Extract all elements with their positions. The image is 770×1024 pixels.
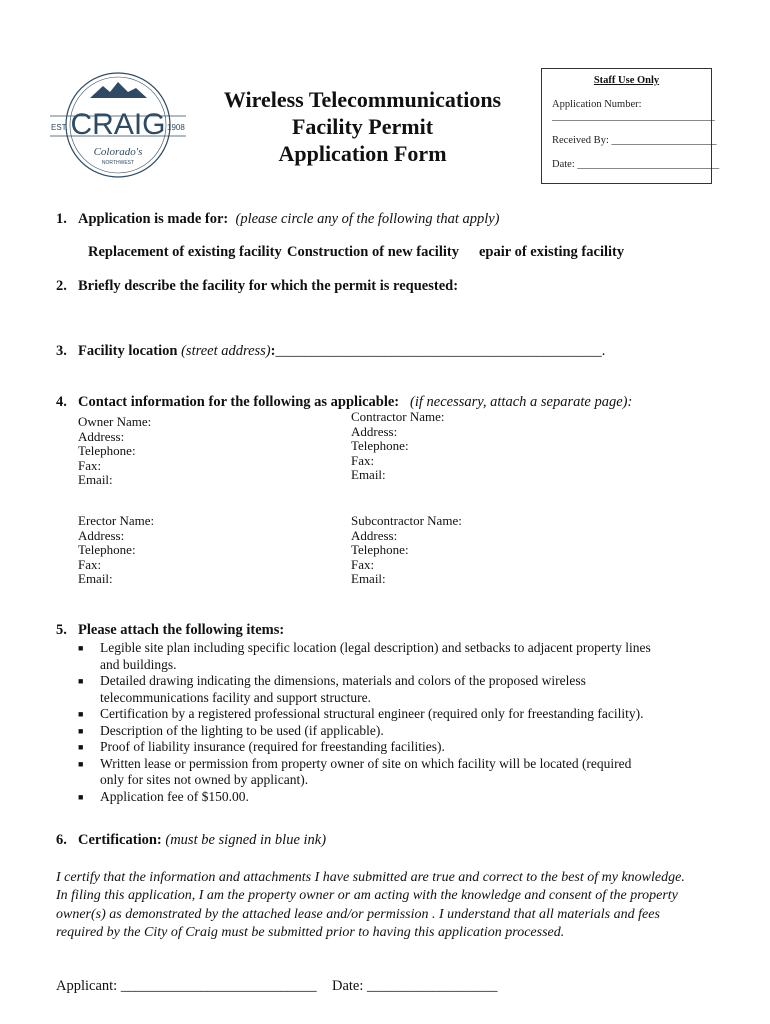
list-item-text: and buildings. — [100, 656, 177, 672]
page-title — [200, 86, 525, 167]
facility-location-field[interactable]: _____________________________________________. — [275, 343, 606, 359]
bullet-icon: ■ — [78, 742, 84, 752]
subcontractor-telephone-field[interactable]: Telephone: — [351, 542, 409, 558]
certification-statement — [56, 869, 696, 942]
owner-email-field[interactable]: Email: — [78, 472, 113, 488]
title-line-3: Application Form — [278, 141, 447, 166]
contractor-name-field[interactable]: Contractor Name: — [351, 409, 445, 424]
q2-label: Briefly describe the facility for which the permit is requested: — [78, 278, 459, 294]
list-item — [78, 756, 678, 789]
logo-name: CRAIG — [70, 108, 166, 141]
logo-year: 1908 — [167, 123, 185, 132]
logo-script: Colorado's — [93, 146, 143, 158]
list-item-text: Certification by a registered professional structural engineer (required only for freestanding facility). — [100, 706, 644, 721]
application-number-label: Application Number: — [552, 99, 642, 110]
subcontractor-address-field[interactable]: Address: — [351, 527, 398, 543]
q1-label: Application is made for: — [78, 211, 229, 227]
erector-contact-block — [78, 514, 154, 587]
staff-use-box — [541, 68, 720, 184]
craig-logo — [48, 70, 188, 180]
subcontractor-name-field[interactable]: Subcontractor Name: — [351, 513, 462, 528]
q6-note: (must be signed in blue ink) — [165, 832, 327, 848]
bullet-icon: ■ — [78, 676, 84, 686]
list-item-text: Detailed drawing indicating the dimensions, materials and colors of the proposed wireless — [100, 673, 586, 688]
certification-line-1: I certify that the information and attachments I have submitted are true and correct to the best of my knowledge. — [56, 870, 685, 885]
attachment-list — [78, 640, 678, 805]
option-construction[interactable]: Construction of new facility — [287, 244, 459, 260]
option-repair[interactable]: epair of existing facility — [479, 244, 625, 260]
owner-name-field[interactable]: Owner Name: — [78, 414, 152, 429]
erector-fax-field[interactable]: Fax: — [78, 556, 102, 572]
q6-number: 6. — [56, 832, 67, 848]
logo-small-text: NORTHWEST — [101, 160, 135, 166]
q3-colon: : — [270, 343, 276, 359]
list-item — [78, 706, 678, 723]
certification-line-2: In filing this application, I am the property owner or am acting with the knowledge and consent of the property — [56, 888, 678, 904]
list-item-text: Description of the lighting to be used (if applicable). — [100, 722, 384, 738]
erector-telephone-field[interactable]: Telephone: — [78, 542, 136, 558]
contractor-address-field[interactable]: Address: — [351, 423, 398, 439]
q5-number: 5. — [56, 622, 67, 638]
erector-address-field[interactable]: Address: — [78, 527, 125, 543]
q3-number: 3. — [56, 343, 67, 359]
q3-label: Facility location — [78, 343, 178, 359]
erector-name-field[interactable]: Erector Name: — [78, 513, 155, 528]
list-item-text: telecommunications facility and support structure. — [100, 689, 372, 705]
owner-telephone-field[interactable]: Telephone: — [78, 443, 136, 459]
list-item — [78, 640, 678, 673]
erector-email-field[interactable]: Email: — [78, 571, 113, 587]
q4-number: 4. — [56, 394, 67, 410]
owner-fax-field[interactable]: Fax: — [78, 457, 102, 473]
list-item-text: only for sites not owned by applicant). — [100, 772, 309, 787]
title-line-1: Wireless Telecommunications — [223, 87, 502, 112]
subcontractor-fax-field[interactable]: Fax: — [351, 556, 375, 572]
q1-note: (please circle any of the following that apply) — [235, 211, 500, 227]
list-item — [78, 739, 678, 756]
question-4 — [56, 394, 632, 411]
application-number-blank[interactable]: _______________________________ — [552, 111, 715, 122]
contractor-fax-field[interactable]: Fax: — [351, 452, 375, 468]
list-item — [78, 673, 678, 706]
question-6 — [56, 832, 326, 849]
question-5 — [56, 622, 284, 639]
received-by-field[interactable]: Received By: ____________________ — [552, 135, 717, 146]
contractor-telephone-field[interactable]: Telephone: — [351, 438, 409, 454]
question-3 — [56, 343, 605, 360]
staff-date-field[interactable]: Date: ___________________________ — [552, 159, 720, 170]
q2-number: 2. — [56, 278, 67, 294]
q1-number: 1. — [56, 211, 67, 227]
list-item-text: Proof of liability insurance (required for freestanding facilities). — [100, 739, 445, 754]
list-item-text: Legible site plan including specific location (legal description) and setbacks to adjacent property lines — [100, 640, 651, 655]
question-1 — [56, 211, 500, 228]
q6-label: Certification: — [78, 832, 162, 848]
q3-note: (street address) — [181, 343, 271, 359]
bullet-icon: ■ — [78, 709, 84, 719]
option-replacement[interactable]: Replacement of existing facility — [88, 244, 282, 260]
subcontractor-email-field[interactable]: Email: — [351, 571, 386, 587]
q4-note: (if necessary, attach a separate page): — [410, 394, 633, 410]
bullet-icon: ■ — [78, 791, 84, 802]
question-2 — [56, 278, 458, 295]
q5-label: Please attach the following items: — [78, 622, 285, 638]
applicant-signature-field[interactable]: Applicant: ___________________________ — [56, 978, 317, 994]
bullet-icon: ■ — [78, 643, 84, 653]
list-item-text: Application fee of $150.00. — [100, 788, 249, 804]
owner-contact-block — [78, 415, 151, 488]
q4-label: Contact information for the following as applicable: — [78, 394, 400, 410]
contractor-email-field[interactable]: Email: — [351, 467, 386, 483]
bullet-icon: ■ — [78, 725, 84, 736]
title-line-2: Facility Permit — [291, 114, 434, 139]
certification-line-4: required by the City of Craig must be submitted prior to having this application processed. — [56, 924, 565, 940]
list-item-text: Written lease or permission from property owner of site on which facility will be located (required — [100, 755, 632, 771]
bullet-icon: ■ — [78, 758, 84, 769]
contractor-contact-block — [351, 410, 445, 483]
owner-address-field[interactable]: Address: — [78, 428, 125, 444]
staff-heading: Staff Use Only — [593, 75, 660, 86]
logo-est: EST. — [51, 123, 68, 132]
list-item — [78, 723, 678, 740]
certification-line-3: owner(s) as demonstrated by the attached lease and/or permission . I understand that all materials and fees — [56, 906, 660, 922]
subcontractor-contact-block — [351, 514, 462, 587]
list-item — [78, 789, 678, 806]
signature-date-field[interactable]: Date: __________________ — [332, 978, 498, 994]
